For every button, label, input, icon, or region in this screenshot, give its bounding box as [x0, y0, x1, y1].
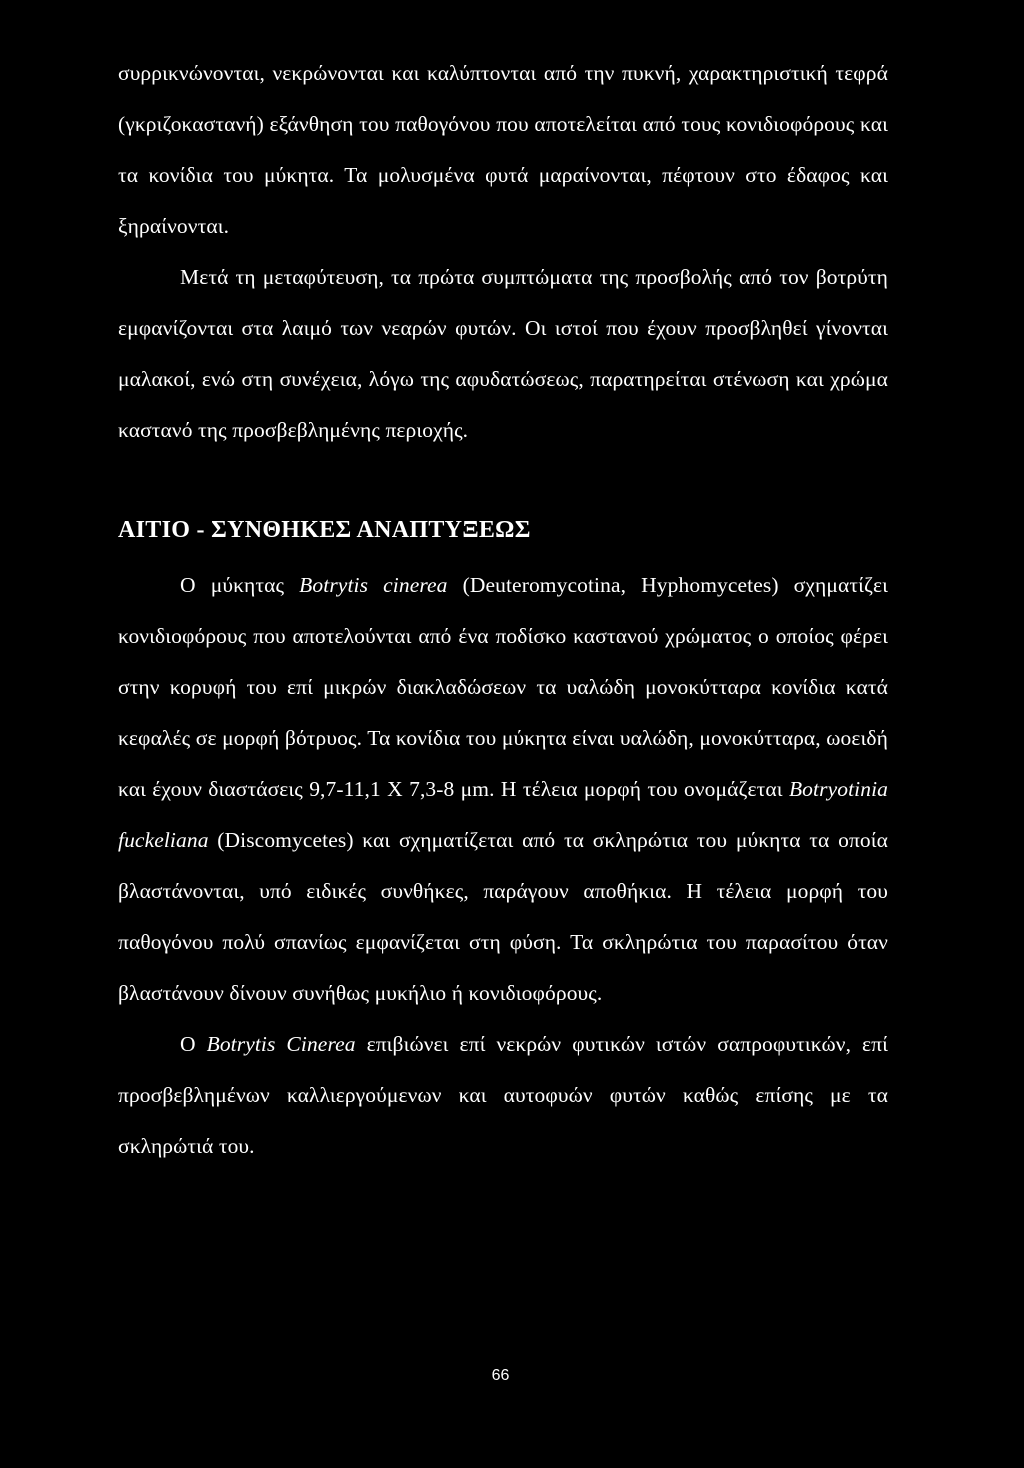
document-body	[118, 48, 888, 1172]
text-run: επιβιώνει επί νεκρών φυτικών ιστών σαπροφυτικών, επί προσβεβλημένων καλλιεργούμενων και αυτοφυών φυτών καθώς επίσης με τα σκληρώτιά του.	[118, 1032, 888, 1158]
text-run: Ο μύκητας	[180, 573, 300, 597]
text-run: Ο	[180, 1032, 207, 1056]
species-name-italic: Botryotinia fuckeliana	[118, 777, 888, 852]
text-run: (Deuteromycotina, Hyphomycetes) σχηματίζει κονιδιοφόρους που αποτελούνται από ένα ποδίσκο καστανού χρώματος ο οποίος φέρει στην κορυφή του επί μικρών διακλαδώσεων τα υαλώδη μονοκύτταρα κονίδια κατά κεφαλές σε μορφή βότρυος. Τα κονίδια του μύκητα είναι υαλώδη, μονοκύτταρα, ωοειδή και έχουν διαστάσεις 9,7-11,1 X 7,3-8 μm. Η τέλεια μορφή του ονομάζεται	[118, 573, 888, 801]
text-run: (Discomycetes) και σχηματίζεται από τα σκληρώτια του μύκητα τα οποία βλαστάνονται, υπό ειδικές συνθήκες, παράγουν αποθήκια. Η τέλεια μορφή του παθογόνου πολύ σπανίως εμφανίζεται στη φύση. Τα σκληρώτια του παρασίτου όταν βλαστάνουν δίνουν συνήθως μυκήλιο ή κονιδιοφόρους.	[118, 828, 888, 1005]
species-name-italic: Botrytis cinerea	[299, 573, 448, 597]
paragraph-transplant-symptoms: Μετά τη μεταφύτευση, τα πρώτα συμπτώματα της προσβολής από τον βοτρύτη εμφανίζονται στα λαιμό των νεαρών φυτών. Οι ιστοί που έχουν προσβληθεί γίνονται μαλακοί, ενώ στη συνέχεια, λόγω της αφυδατώσεως, παρατηρείται στένωση και χρώμα καστανό της προσβεβλημένης περιοχής.	[118, 265, 888, 442]
paragraph-pathogen-description	[118, 560, 888, 1019]
page-number: 66	[491, 1367, 510, 1384]
paragraph-survival	[118, 1019, 888, 1172]
section-heading: ΑΙΤΙΟ - ΣΥΝΘΗΚΕΣ ΑΝΑΠΤΥΞΕΩΣ	[118, 517, 531, 543]
paragraph-symptoms-continued: συρρικνώνονται, νεκρώνονται και καλύπτονται από την πυκνή, χαρακτηριστική τεφρά (γκριζοκαστανή) εξάνθηση του παθογόνου που αποτελείται από τους κονιδιοφόρους και τα κονίδια του μύκητα. Τα μολυσμένα φυτά μαραίνονται, πέφτουν στο έδαφος και ξηραίνονται.	[118, 61, 888, 238]
species-name-italic: Botrytis Cinerea	[206, 1032, 356, 1056]
